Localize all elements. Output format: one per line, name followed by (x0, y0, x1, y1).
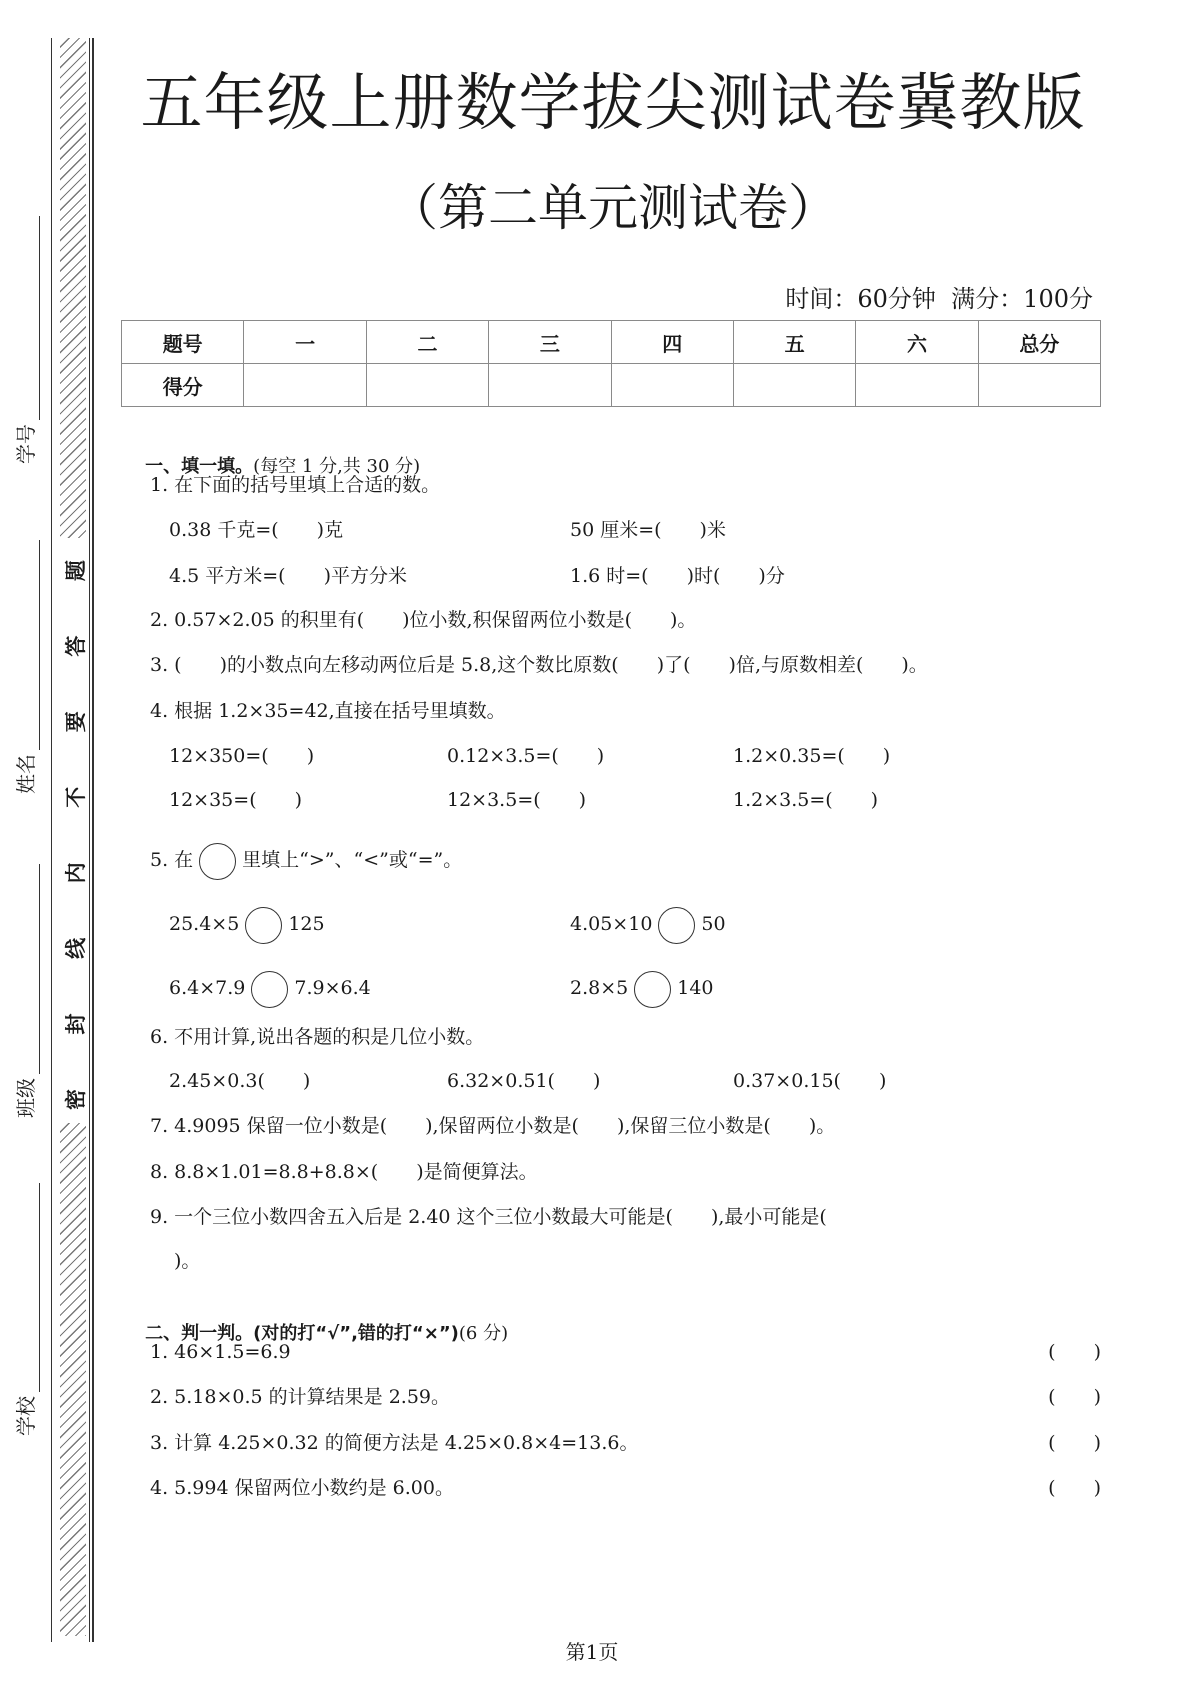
question-4-item: 12×3.5=( ) (447, 789, 587, 811)
seal-char: 内 (64, 862, 88, 884)
question-1-item: 1.6 时=( )时( )分 (570, 565, 785, 587)
compare-left: 6.4×7.9 (169, 977, 246, 999)
score-row-label: 得分 (122, 364, 244, 407)
question-1-item: 4.5 平方米=( )平方分米 (169, 565, 408, 587)
compare-item (169, 904, 325, 944)
compare-circle-icon (251, 971, 288, 1008)
question-5 (150, 840, 462, 880)
question-5-text-after: 里填上“>”、“<”或“=”。 (242, 849, 463, 871)
class-field (12, 864, 40, 1118)
score-header-cell: 四 (611, 321, 733, 364)
question-4: 4. 根据 1.2×35=42,直接在括号里填数。 (150, 700, 506, 722)
question-6-item: 2.45×0.3( ) (169, 1070, 311, 1092)
school-field (12, 1183, 40, 1436)
compare-item (570, 904, 726, 944)
binding-hatch-bottom (60, 1123, 86, 1636)
question-4-item: 12×350=( ) (169, 745, 315, 767)
compare-item (570, 968, 714, 1008)
seal-char: 线 (64, 937, 88, 959)
class-label: 班级 (14, 1078, 38, 1118)
school-underline (12, 1183, 40, 1392)
score-header-cell: 五 (733, 321, 855, 364)
question-9-line-1: 9. 一个三位小数四舍五入后是 2.40 这个三位小数最大可能是( ),最小可能是( (150, 1206, 827, 1228)
student-id-label: 学号 (14, 424, 38, 464)
score-header-cell: 六 (856, 321, 978, 364)
question-4-item: 1.2×0.35=( ) (733, 745, 891, 767)
seal-char: 密 (64, 1089, 88, 1110)
score-header-cell: 总分 (978, 321, 1100, 364)
section2-heading: 二、判一判。(对的打“√”,错的打“×”) (145, 1323, 459, 1344)
student-id-underline (12, 216, 40, 420)
question-8: 8. 8.8×1.01=8.8+8.8×( )是简便算法。 (150, 1161, 538, 1183)
section2-note: (6 分) (458, 1323, 509, 1344)
school-label: 学校 (14, 1396, 38, 1436)
score-header-cell: 二 (366, 321, 488, 364)
exam-meta: 时间：60分钟 满分：100分 (785, 285, 1093, 313)
compare-circle-icon (658, 907, 695, 944)
seal-char: 要 (64, 711, 88, 733)
score-table-score-row (122, 364, 1101, 407)
question-4-item: 12×35=( ) (169, 789, 303, 811)
question-1-item: 0.38 千克=( )克 (169, 519, 344, 541)
score-cell (978, 364, 1100, 407)
question-1: 1. 在下面的括号里填上合适的数。 (150, 474, 441, 496)
question-4-item: 1.2×3.5=( ) (733, 789, 879, 811)
judge-answer-blank: ( ) (1048, 1386, 1101, 1408)
compare-right: 7.9×6.4 (294, 977, 371, 999)
seal-char: 不 (64, 786, 88, 808)
section2-title (121, 1294, 509, 1344)
seal-line-notice (64, 560, 88, 1110)
question-6: 6. 不用计算,说出各题的积是几位小数。 (150, 1026, 485, 1048)
page-number: 第1页 (565, 1640, 619, 1664)
question-3: 3. ( )的小数点向左移动两位后是 5.8,这个数比原数( )了( )倍,与原数相差( )。 (150, 654, 928, 676)
score-cell (856, 364, 978, 407)
compare-left: 4.05×10 (570, 913, 653, 935)
score-table-header-row (122, 321, 1101, 364)
question-6-item: 6.32×0.51( ) (447, 1070, 601, 1092)
compare-circle-icon (634, 971, 671, 1008)
judge-item: 3. 计算 4.25×0.32 的简便方法是 4.25×0.8×4=13.6。 (150, 1432, 639, 1454)
score-header-cell: 题号 (122, 321, 244, 364)
score-header-cell: 三 (489, 321, 611, 364)
name-field (12, 540, 40, 794)
compare-left: 25.4×5 (169, 913, 240, 935)
judge-item: 4. 5.994 保留两位小数约是 6.00。 (150, 1477, 454, 1499)
score-cell (366, 364, 488, 407)
page-subtitle: （第二单元测试卷） (388, 179, 838, 237)
compare-right: 125 (288, 913, 325, 935)
question-5-text-before: 5. 在 (150, 849, 194, 871)
judge-answer-blank: ( ) (1048, 1477, 1101, 1499)
score-cell (733, 364, 855, 407)
judge-answer-blank: ( ) (1048, 1432, 1101, 1454)
compare-right: 50 (701, 913, 726, 935)
compare-circle-icon (199, 843, 236, 880)
name-label: 姓名 (14, 754, 38, 794)
binding-line-inner (89, 38, 94, 1642)
judge-item: 1. 46×1.5=6.9 (150, 1341, 291, 1363)
judge-answer-blank: ( ) (1048, 1341, 1101, 1363)
section1-title (121, 427, 421, 477)
judge-item: 2. 5.18×0.5 的计算结果是 2.59。 (150, 1386, 450, 1408)
seal-char: 封 (64, 1013, 88, 1035)
score-cell (244, 364, 366, 407)
question-1-item: 50 厘米=( )米 (570, 519, 726, 541)
score-header-cell: 一 (244, 321, 366, 364)
seal-char: 题 (64, 560, 88, 582)
question-4-item: 0.12×3.5=( ) (447, 745, 605, 767)
page-title: 五年级上册数学拔尖测试卷冀教版 (140, 66, 1086, 139)
student-id-field (12, 216, 40, 464)
question-9-line-2: )。 (174, 1250, 201, 1272)
score-table (121, 320, 1101, 407)
score-cell (611, 364, 733, 407)
binding-hatch-top (60, 38, 86, 538)
compare-right: 140 (677, 977, 714, 999)
seal-char: 答 (64, 635, 88, 657)
question-7: 7. 4.9095 保留一位小数是( ),保留两位小数是( ),保留三位小数是( )。 (150, 1115, 836, 1137)
score-cell (489, 364, 611, 407)
compare-left: 2.8×5 (570, 977, 629, 999)
binding-line-outer (51, 38, 52, 1642)
section1-note: (每空 1 分,共 30 分) (253, 456, 421, 477)
name-underline (12, 540, 40, 750)
question-2: 2. 0.57×2.05 的积里有( )位小数,积保留两位小数是( )。 (150, 609, 697, 631)
class-underline (12, 864, 40, 1074)
section1-heading: 一、填一填。 (145, 456, 254, 477)
compare-circle-icon (245, 907, 282, 944)
compare-item (169, 968, 371, 1008)
question-6-item: 0.37×0.15( ) (733, 1070, 887, 1092)
